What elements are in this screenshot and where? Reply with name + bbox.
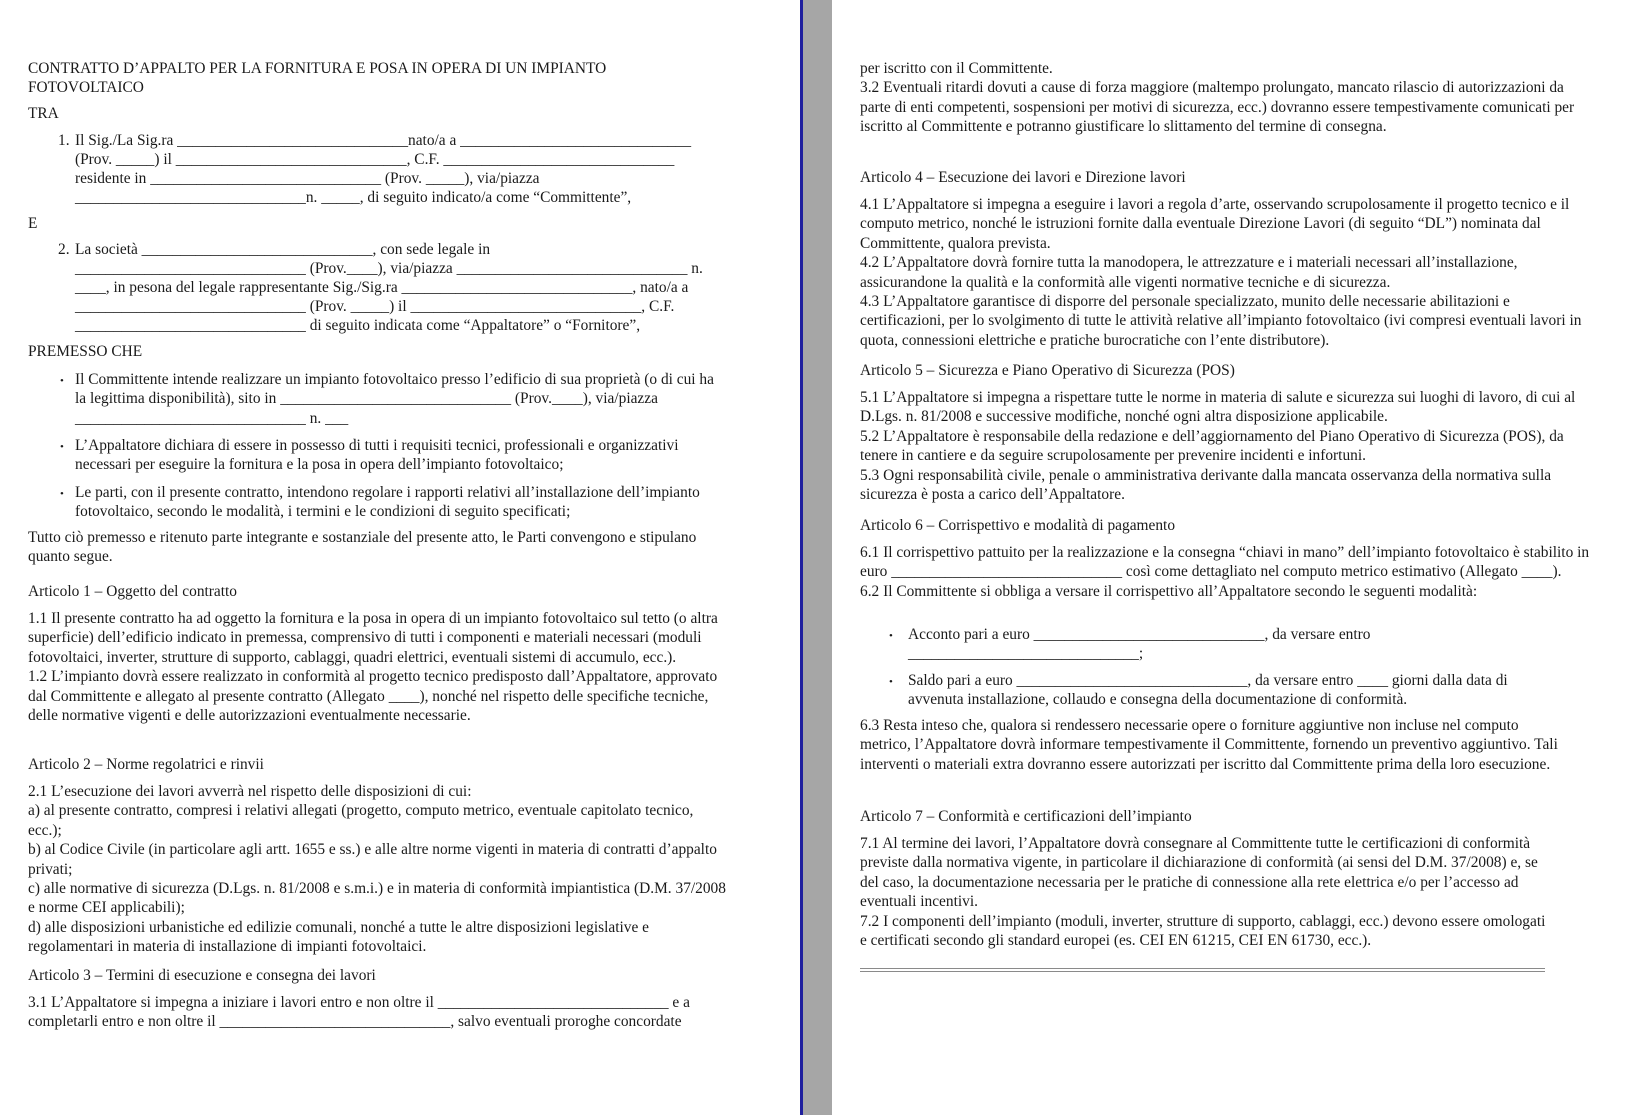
article-4-title: Articolo 4 – Esecuzione dei lavori e Direzione lavori	[860, 169, 1186, 186]
article-1-title: Articolo 1 – Oggetto del contratto	[28, 583, 238, 600]
premise-item: Le parti, con il presente contratto, intendono regolare i rapporti relativi all’installazione dell’impianto fotovoltaico, secondo le modalità, i termini e le condizioni di seguito specificati;	[75, 484, 700, 521]
article-6-text: 6.1 Il corrispettivo pattuito per la realizzazione e la consegna “chiavi in mano” dell’impianto fotovoltaico è stabilito in euro ______________________________ così come dettagliato nel computo metrico estimativo (Allegato ____). 6.2 Il Committente si obbliga a versare il corrispettivo all’Appaltatore secondo le seguenti modalità:	[860, 544, 1590, 600]
bullet-icon: •	[60, 488, 64, 500]
party-2-line: ______________________________ di seguito indicata come “Appaltatore” o “Fornitore”,	[75, 317, 641, 334]
party-2-line: ______________________________ (Prov.____), via/piazza ______________________________ n.	[75, 260, 703, 277]
bullet-icon: •	[60, 375, 64, 387]
article-1-text: 1.1 Il presente contratto ha ad oggetto la fornitura e la posa in opera di un impianto fotovoltaico sul tetto (o altra superficie) dell’edificio indicato in premessa, comprensivo di tutti i componenti e materiali necessari (moduli fotovoltaici, inverter, strutture di supporto, cablaggi, quadri elettrici, eventuali sistemi di accumulo, ecc.). 1.2 L’impianto dovrà essere realizzato in conformità al progetto tecnico predisposto dall’Appaltatore, approvato dal Committente e allegato al presente contratto (Allegato ____), nonché nel rispetto delle specifiche tecniche, delle normative vigenti e delle autorizzazioni eventualmente necessarie.	[28, 610, 718, 725]
page-boundary-line	[800, 0, 803, 1115]
premise-item: L’Appaltatore dichiara di essere in possesso di tutti i requisiti tecnici, professionali e organizzativi necessari per eseguire la fornitura e la posa in opera dell’impianto fotovoltaico;	[75, 437, 679, 474]
premesso-heading: PREMESSO CHE	[28, 343, 143, 360]
end-rule	[860, 971, 1545, 972]
party-2-line: La società ______________________________, con sede legale in	[75, 241, 491, 258]
party-1-line: residente in ______________________________ (Prov. _____), via/piazza	[75, 170, 540, 187]
bullet-icon: •	[889, 676, 893, 688]
premise-conclusion: Tutto ciò premesso e ritenuto parte integrante e sostanziale del presente atto, le Parti convengono e stipulano quanto segue.	[28, 529, 697, 566]
article-2-text: 2.1 L’esecuzione dei lavori avverrà nel rispetto delle disposizioni di cui: a) al presente contratto, compresi i relativi allegati (progetto, computo metrico, eventuale capitolato tecnico, ecc.); b) al Codice Civile (in particolare agli artt. 1655 e ss.) e alle altre norme vigenti in materia di contratti d’appalto privati; c) alle normative di sicurezza (D.Lgs. n. 81/2008 e s.m.i.) e in materia di conformità impiantistica (D.M. 37/2008 e norme CEI applicabili); d) alle disposizioni urbanistiche ed edilizie comunali, nonché a tutte le altre disposizioni legislative e regolamentari in materia di installazione di impianti fotovoltaici.	[28, 783, 726, 956]
party-2-line: ______________________________ (Prov. _____) il ______________________________, C.F.	[75, 298, 675, 315]
article-4-text: 4.1 L’Appaltatore si impegna a eseguire i lavori a regola d’arte, osservando scrupolosamente il progetto tecnico e il computo metrico, nonché le istruzioni fornite dalla eventuale Direzione Lavori (di seguito “DL”) nominata dal Committente, qualora prevista. 4.2 L’Appaltatore dovrà fornire tutta la manodopera, le attrezzature e i materiali necessari all’installazione, assicurandone la qualità e la conformità alle vigenti normative tecniche e di sicurezza. 4.3 L’Appaltatore garantisce di disporre del personale specializzato, munito delle necessarie abilitazioni e certificazioni, per lo svolgimento di tutte le attività relative all’impianto fotovoltaico (ivi compresi eventuali lavori in quota, connessioni elettriche e pratiche burocratiche con l’ente distributore).	[860, 196, 1582, 349]
contract-title: CONTRATTO D’APPALTO PER LA FORNITURA E POSA IN OPERA DI UN IMPIANTO FOTOVOLTAICO	[28, 60, 607, 97]
payment-item: Saldo pari a euro ______________________________, da versare entro ____ giorni dalla data di avvenuta installazione, collaudo e consegna della documentazione di conformità.	[908, 672, 1508, 709]
page-gutter	[800, 0, 832, 1115]
end-rule	[860, 968, 1545, 969]
bullet-icon: •	[60, 441, 64, 453]
party-2-line: ____, in pesona del legale rappresentante Sig./Sig.ra ______________________________, nato/a a	[75, 279, 689, 296]
party-2-number: 2.	[58, 241, 70, 258]
document-page-left	[0, 0, 800, 1115]
bullet-icon: •	[889, 630, 893, 642]
party-1-line: Il Sig./La Sig.ra ______________________________nato/a a ______________________________	[75, 132, 692, 149]
party-1-line: ______________________________n. _____, di seguito indicato/a come “Committente”,	[75, 189, 632, 206]
party-1-line: (Prov. _____) il ______________________________, C.F. ______________________________	[75, 151, 675, 168]
article-6-3-text: 6.3 Resta inteso che, qualora si rendessero necessarie opere o forniture aggiuntive non incluse nel computo metrico, l’Appaltatore dovrà informare tempestivamente il Committente, fornendo un preventivo aggiuntivo. Tali interventi o materiali extra dovranno essere autorizzati per iscritto dal Committente prima della loro esecuzione.	[860, 717, 1558, 773]
document-page-right	[832, 0, 1627, 1115]
article-2-title: Articolo 2 – Norme regolatrici e rinvii	[28, 756, 264, 773]
e-heading: E	[28, 215, 38, 232]
payment-item: Acconto pari a euro ______________________________, da versare entro ______________________________;	[908, 626, 1371, 663]
party-1-number: 1.	[58, 132, 70, 149]
article-5-title: Articolo 5 – Sicurezza e Piano Operativo di Sicurezza (POS)	[860, 362, 1235, 379]
article-3-title: Articolo 3 – Termini di esecuzione e consegna dei lavori	[28, 967, 376, 984]
tra-heading: TRA	[28, 105, 59, 122]
article-6-title: Articolo 6 – Corrispettivo e modalità di pagamento	[860, 517, 1176, 534]
article-7-text: 7.1 Al termine dei lavori, l’Appaltatore dovrà consegnare al Committente tutte le certificazioni di conformità previste dalla normativa vigente, in particolare il dichiarazione di conformità (ai sensi del D.M. 37/2008) e, se del caso, la documentazione necessaria per le pratiche di connessione alla rete elettrica e/o per l’accesso ad eventuali incentivi. 7.2 I componenti dell’impianto (moduli, inverter, strutture di supporto, cablaggi, ecc.) devono essere omologati e certificati secondo gli standard europei (es. CEI EN 61215, CEI EN 61730, ecc.).	[860, 835, 1546, 950]
premise-item: Il Committente intende realizzare un impianto fotovoltaico presso l’edificio di sua proprietà (o di cui ha la legittima disponibilità), sito in ______________________________ (Prov.____), via/piazza ______________________________ n. ___	[75, 371, 714, 427]
article-5-text: 5.1 L’Appaltatore si impegna a rispettare tutte le norme in materia di salute e sicurezza sui luoghi di lavoro, di cui al D.Lgs. n. 81/2008 e successive modifiche, nonché ogni altra disposizione applicabile. 5.2 L’Appaltatore è responsabile della redazione e dell’aggiornamento del Piano Operativo di Sicurezza (POS), da tenere in cantiere e da seguire scrupolosamente per prevenire incidenti e infortuni. 5.3 Ogni responsabilità civile, penale o amministrativa derivante dalla mancata osservanza della normativa sulla sicurezza è posta a carico dell’Appaltatore.	[860, 389, 1576, 504]
article-7-title: Articolo 7 – Conformità e certificazioni dell’impianto	[860, 808, 1192, 825]
article-3-text: 3.1 L’Appaltatore si impegna a iniziare i lavori entro e non oltre il ______________________________ e a completarli entro e non oltre il ______________________________, salvo eventuali proroghe concordate	[28, 994, 690, 1031]
article-3-continuation: per iscritto con il Committente. 3.2 Eventuali ritardi dovuti a cause di forza maggiore (maltempo prolungato, mancato rilascio di autorizzazioni da parte di enti competenti, sospensioni per motivi di sicurezza, ecc.) dovranno essere tempestivamente comunicati per iscritto al Committente e potranno giustificare lo slittamento del termine di consegna.	[860, 60, 1575, 136]
